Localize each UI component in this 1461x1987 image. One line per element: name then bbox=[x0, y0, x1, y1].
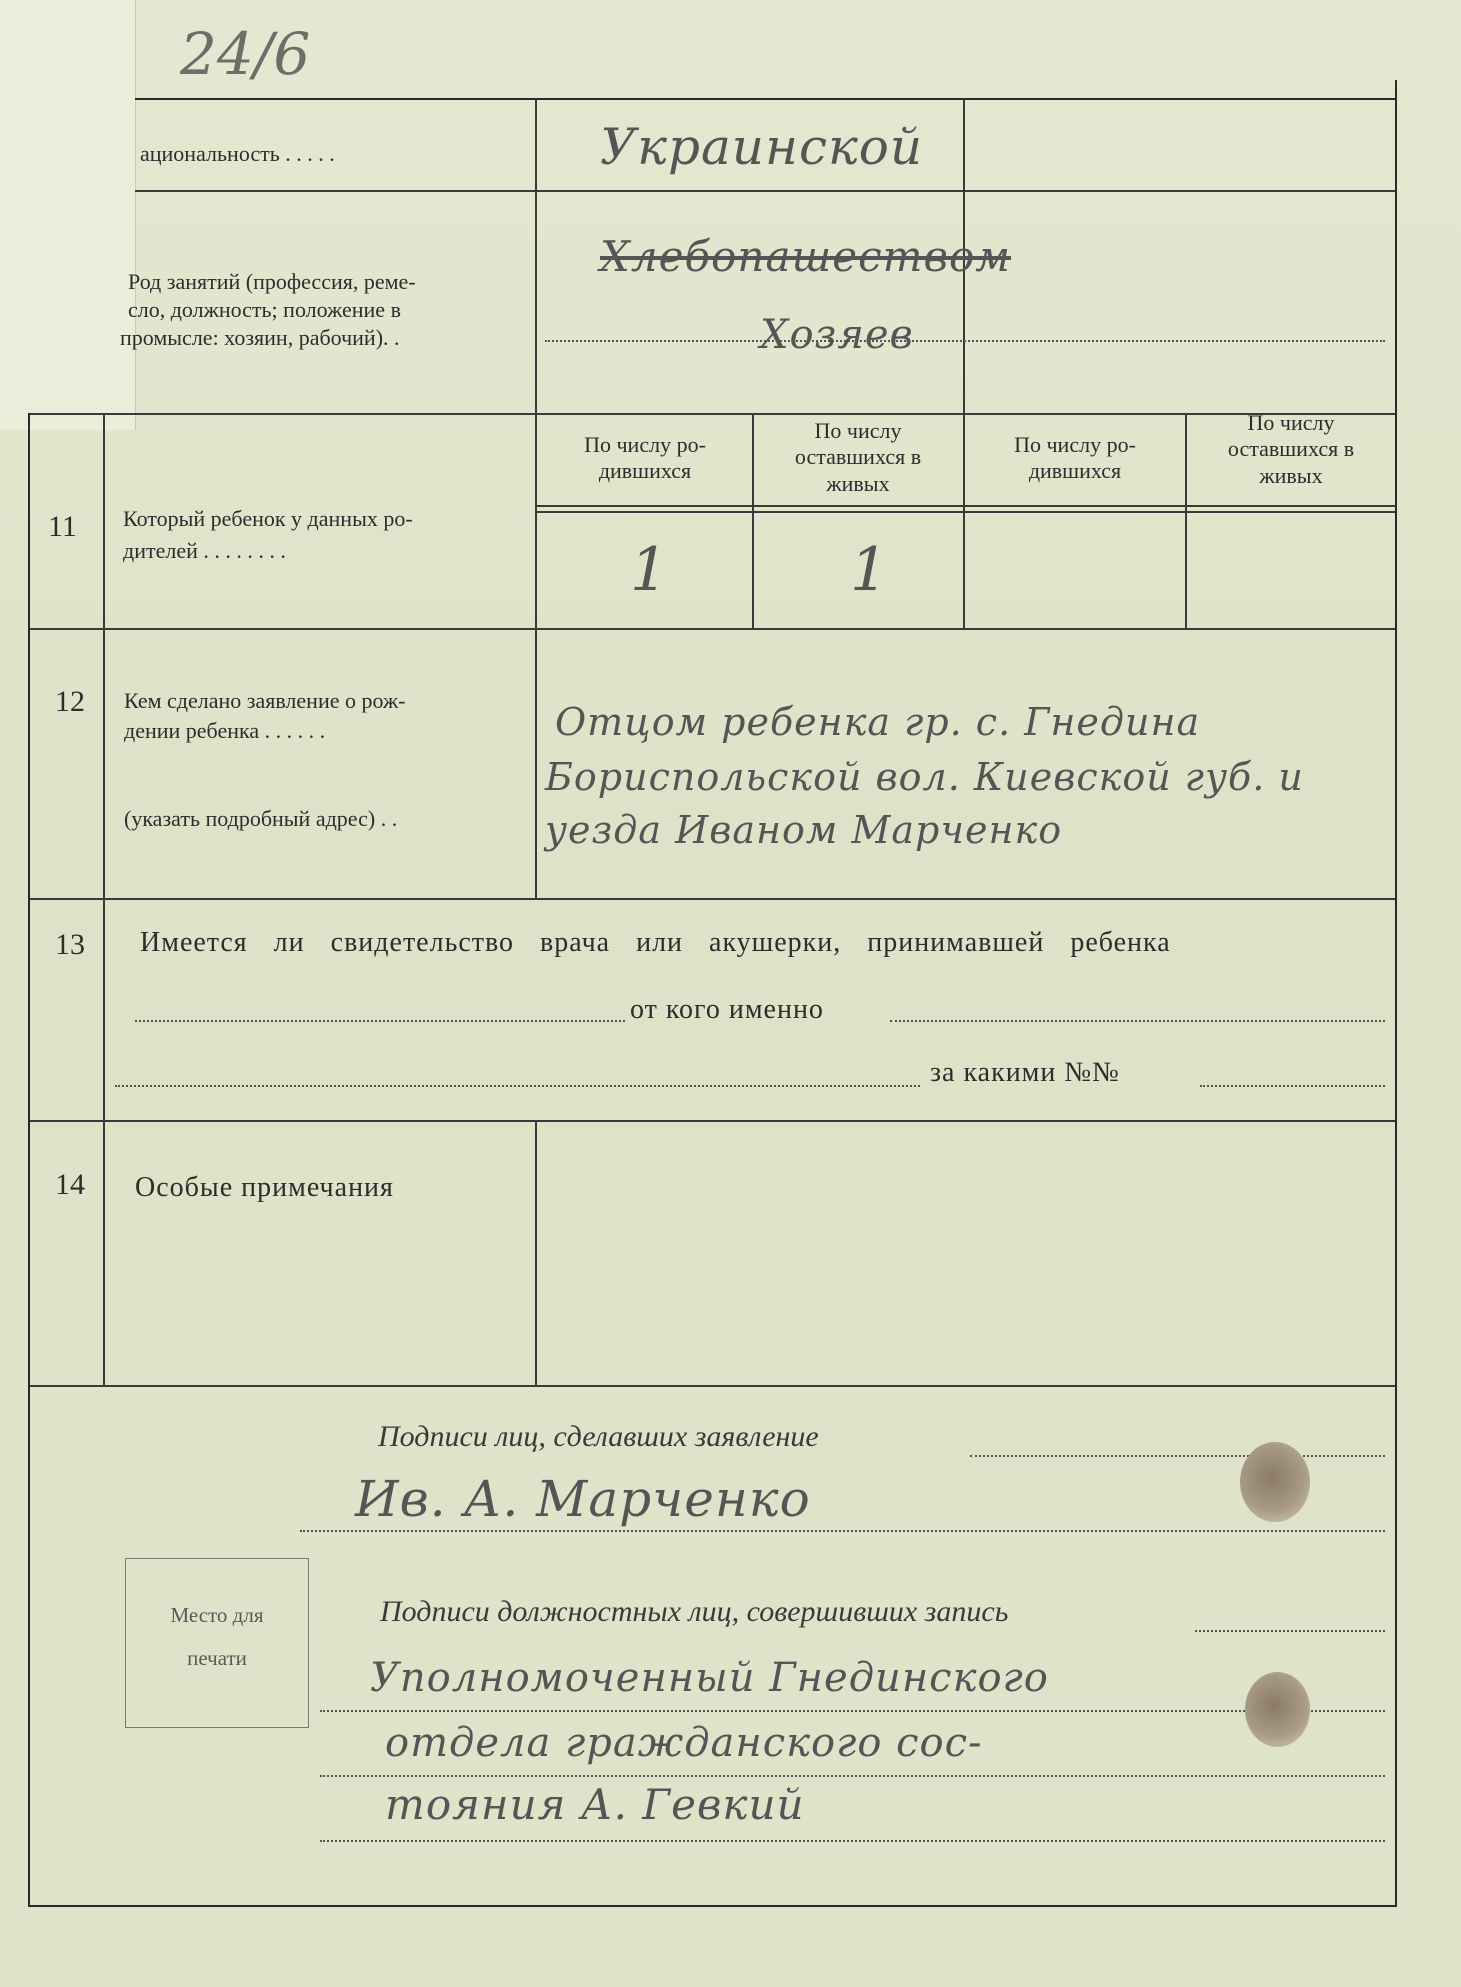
punch-hole bbox=[1240, 1442, 1310, 1522]
row-divider bbox=[28, 1120, 1397, 1122]
header-surviving-1: По числу оставшихся в живых bbox=[794, 418, 922, 496]
header-underline bbox=[537, 511, 1395, 513]
row-divider bbox=[28, 898, 1397, 900]
header-surviving-2: По числу оставшихся в живых bbox=[1227, 410, 1355, 488]
official-signature-line-1: Уполномоченный Гнединского bbox=[370, 1655, 1049, 1701]
punch-hole bbox=[1245, 1672, 1310, 1747]
stamp-label-line-1: Место для bbox=[170, 1603, 264, 1627]
notes-label: Особые примечания bbox=[135, 1172, 394, 1203]
by-number-label: за какими №№ bbox=[930, 1057, 1120, 1088]
value-mid-column-line bbox=[963, 98, 965, 628]
declarants-signature-label: Подписи лиц, сделавших заявление bbox=[378, 1420, 819, 1453]
row-number-14: 14 bbox=[55, 1168, 85, 1201]
row-divider bbox=[135, 190, 1397, 192]
row-number-13: 13 bbox=[55, 928, 85, 961]
torn-paper-corner bbox=[0, 0, 136, 430]
header-born-1: По числу ро- дившихся bbox=[584, 432, 706, 484]
surviving-count-value: 1 bbox=[850, 535, 890, 605]
archive-number: 24/6 bbox=[180, 20, 311, 88]
declarant-value-line-3: уезда Иваном Марченко bbox=[545, 808, 1063, 852]
official-signature-line-2: отдела гражданского сос- bbox=[385, 1720, 983, 1766]
header-born-2: По числу ро- дившихся bbox=[1014, 432, 1136, 484]
stamp-placeholder bbox=[125, 1558, 309, 1728]
stamp-label-line-2: печати bbox=[187, 1646, 247, 1670]
from-whom-label: от кого именно bbox=[630, 994, 824, 1025]
declarant-value-line-2: Бориспольской вол. Киевской губ. и bbox=[545, 755, 1304, 799]
declarant-value-line-1: Отцом ребенка гр. с. Гнедина bbox=[555, 700, 1201, 744]
officials-signature-label: Подписи должностных лиц, совершивших запись bbox=[380, 1595, 1009, 1628]
row-divider bbox=[28, 628, 1397, 630]
number-column-line bbox=[103, 413, 105, 1385]
declarants-signature-dots bbox=[970, 1455, 1385, 1457]
row-divider bbox=[28, 1385, 1397, 1387]
row-number-11: 11 bbox=[48, 510, 77, 543]
label-column-line bbox=[535, 1120, 537, 1385]
declarant-label-line-2: дении ребенка . . . . . . bbox=[124, 718, 326, 743]
nationality-value: Украинской bbox=[600, 118, 924, 176]
occupation-value-line-2: Хозяев bbox=[760, 312, 914, 358]
child-order-label-line-1: Который ребенок у данных ро- bbox=[123, 506, 413, 531]
row-number-12: 12 bbox=[55, 685, 85, 718]
declarant-signature: Ив. А. Марченко bbox=[355, 1470, 811, 1528]
official-line-1 bbox=[320, 1710, 1385, 1712]
certificate-line-2-right bbox=[1200, 1085, 1385, 1087]
certificate-line-2-left bbox=[115, 1085, 920, 1087]
bottom-border bbox=[28, 1905, 1397, 1907]
label-column-line bbox=[535, 98, 537, 898]
top-border bbox=[135, 98, 1397, 100]
header-underline bbox=[537, 505, 1395, 507]
official-line-2 bbox=[320, 1775, 1385, 1777]
declarant-signature-line bbox=[300, 1530, 1385, 1532]
occupation-label-line-3: промысле: хозяин, рабочий). . bbox=[120, 325, 400, 350]
born-count-value: 1 bbox=[630, 535, 670, 605]
officials-signature-dots bbox=[1195, 1630, 1385, 1632]
certificate-line-1-right bbox=[890, 1020, 1385, 1022]
occupation-label-line-2: сло, должность; положение в bbox=[128, 297, 401, 322]
certificate-line-1-left bbox=[135, 1020, 625, 1022]
occupation-value-line-1: Хлебопашеством bbox=[600, 232, 1012, 281]
address-label: (указать подробный адрес) . . bbox=[124, 806, 398, 831]
occupation-underline bbox=[545, 340, 1385, 342]
declarant-label-line-1: Кем сделано заявление о рож- bbox=[124, 688, 406, 713]
right-border bbox=[1395, 80, 1397, 1907]
left-border bbox=[28, 413, 30, 1907]
child-order-label-line-2: дителей . . . . . . . . bbox=[123, 538, 286, 563]
nationality-label: ациональность . . . . . bbox=[140, 141, 335, 166]
certificate-question: Имеется ли свидетельство врача или акушерки, принимавшей ребенка bbox=[140, 927, 1171, 958]
official-signature-line-3: тояния А. Гевкий bbox=[385, 1780, 805, 1829]
occupation-label-line-1: Род занятий (профессия, реме- bbox=[128, 269, 416, 294]
official-line-3 bbox=[320, 1840, 1385, 1842]
